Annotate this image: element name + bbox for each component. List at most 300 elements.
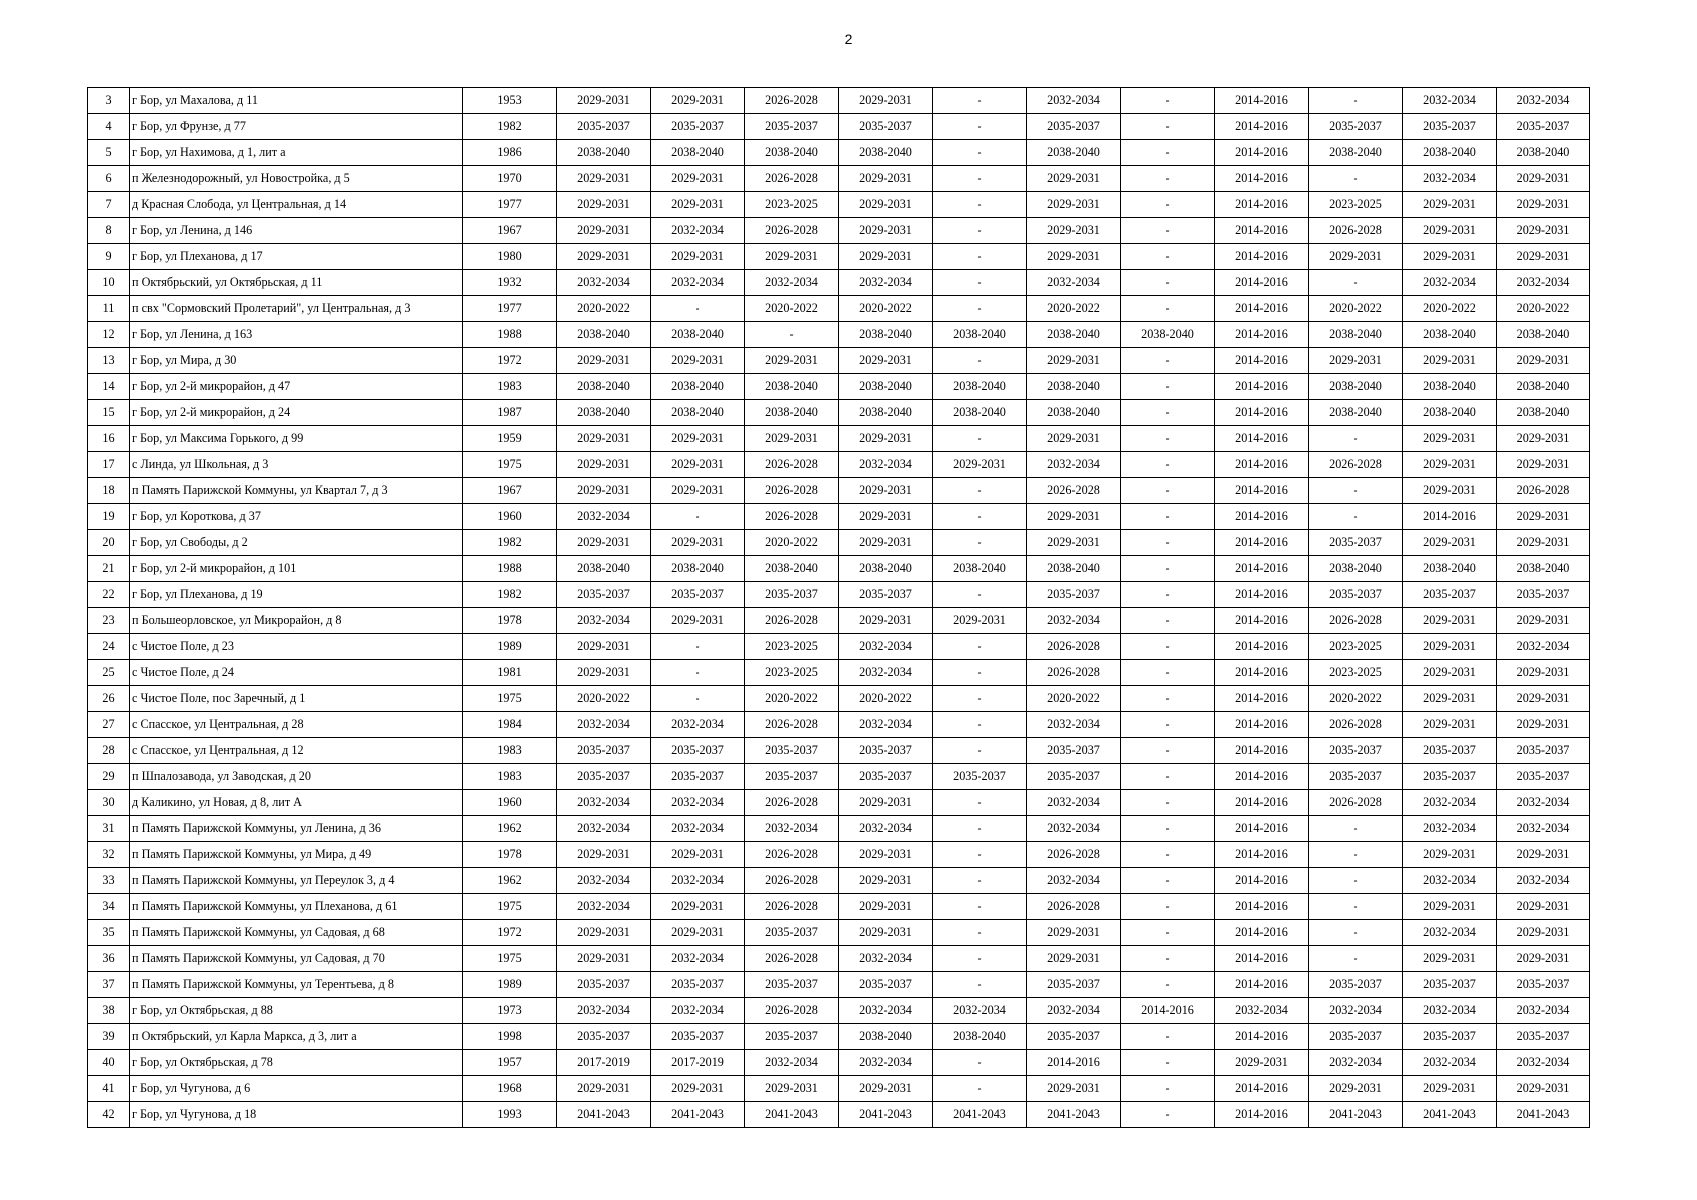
period-cell: - — [1121, 296, 1215, 322]
period-cell: 2014-2016 — [1215, 738, 1309, 764]
period-cell: 2038-2040 — [933, 374, 1027, 400]
year-cell: 1983 — [463, 374, 557, 400]
period-cell: 2038-2040 — [1027, 400, 1121, 426]
table-row — [88, 582, 1590, 608]
period-cell: 2041-2043 — [933, 1102, 1027, 1128]
period-cell: 2029-2031 — [1403, 218, 1497, 244]
period-cell: - — [1121, 114, 1215, 140]
period-cell: 2038-2040 — [1497, 322, 1590, 348]
period-cell: 2029-2031 — [1497, 946, 1590, 972]
period-cell: 2029-2031 — [557, 166, 651, 192]
period-cell: 2029-2031 — [839, 88, 933, 114]
period-cell: 2032-2034 — [1497, 868, 1590, 894]
period-cell: 2014-2016 — [1215, 608, 1309, 634]
period-cell: 2032-2034 — [1497, 634, 1590, 660]
row-number-cell: 18 — [88, 478, 130, 504]
table-row — [88, 400, 1590, 426]
period-cell: 2038-2040 — [933, 556, 1027, 582]
period-cell: 2014-2016 — [1215, 348, 1309, 374]
period-cell: 2032-2034 — [1497, 1050, 1590, 1076]
period-cell: 2029-2031 — [651, 1076, 745, 1102]
period-cell: 2029-2031 — [1403, 712, 1497, 738]
year-cell: 1959 — [463, 426, 557, 452]
period-cell: - — [1121, 842, 1215, 868]
period-cell: 2038-2040 — [1497, 374, 1590, 400]
period-cell: 2026-2028 — [745, 790, 839, 816]
period-cell: 2032-2034 — [839, 660, 933, 686]
period-cell: 2014-2016 — [1215, 166, 1309, 192]
period-cell: 2038-2040 — [933, 322, 1027, 348]
row-number-cell: 22 — [88, 582, 130, 608]
period-cell: 2029-2031 — [557, 660, 651, 686]
period-cell: - — [933, 868, 1027, 894]
period-cell: 2032-2034 — [1309, 998, 1403, 1024]
period-cell: 2014-2016 — [1215, 322, 1309, 348]
period-cell: 2020-2022 — [557, 296, 651, 322]
address-cell: с Спасское, ул Центральная, д 28 — [130, 712, 463, 738]
year-cell: 1983 — [463, 738, 557, 764]
period-cell: - — [933, 140, 1027, 166]
period-cell: 2026-2028 — [745, 608, 839, 634]
period-cell: - — [1309, 816, 1403, 842]
period-cell: 2032-2034 — [1309, 1050, 1403, 1076]
period-cell: 2029-2031 — [839, 218, 933, 244]
period-cell: 2020-2022 — [839, 296, 933, 322]
year-cell: 1993 — [463, 1102, 557, 1128]
period-cell: 2035-2037 — [1027, 738, 1121, 764]
period-cell: - — [933, 582, 1027, 608]
period-cell: 2029-2031 — [1027, 920, 1121, 946]
period-cell: 2035-2037 — [1403, 114, 1497, 140]
period-cell: 2038-2040 — [839, 322, 933, 348]
year-cell: 1989 — [463, 972, 557, 998]
table-row — [88, 504, 1590, 530]
period-cell: 2035-2037 — [745, 738, 839, 764]
period-cell: - — [933, 686, 1027, 712]
year-cell: 1998 — [463, 1024, 557, 1050]
period-cell: - — [1121, 556, 1215, 582]
period-cell: 2038-2040 — [557, 140, 651, 166]
period-cell: 2029-2031 — [557, 478, 651, 504]
period-cell: 2014-2016 — [1215, 764, 1309, 790]
period-cell: 2014-2016 — [1215, 634, 1309, 660]
period-cell: 2029-2031 — [651, 530, 745, 556]
period-cell: 2029-2031 — [1403, 530, 1497, 556]
period-cell: 2032-2034 — [557, 504, 651, 530]
address-cell: п Память Парижской Коммуны, ул Мира, д 49 — [130, 842, 463, 868]
year-cell: 1967 — [463, 478, 557, 504]
period-cell: 2029-2031 — [1497, 894, 1590, 920]
period-cell: 2035-2037 — [1309, 582, 1403, 608]
row-number-cell: 26 — [88, 686, 130, 712]
period-cell: 2014-2016 — [1215, 244, 1309, 270]
period-cell: - — [1121, 244, 1215, 270]
period-cell: - — [1121, 868, 1215, 894]
period-cell: - — [651, 634, 745, 660]
period-cell: 2026-2028 — [1497, 478, 1590, 504]
period-cell: 2032-2034 — [1215, 998, 1309, 1024]
period-cell: 2026-2028 — [745, 946, 839, 972]
period-cell: 2035-2037 — [557, 114, 651, 140]
period-cell: 2032-2034 — [557, 998, 651, 1024]
period-cell: - — [1121, 686, 1215, 712]
period-cell: 2032-2034 — [745, 270, 839, 296]
period-cell: - — [933, 894, 1027, 920]
period-cell: 2029-2031 — [1497, 218, 1590, 244]
row-number-cell: 29 — [88, 764, 130, 790]
period-cell: 2026-2028 — [1309, 712, 1403, 738]
period-cell: - — [1121, 452, 1215, 478]
period-cell: 2029-2031 — [839, 868, 933, 894]
row-number-cell: 42 — [88, 1102, 130, 1128]
row-number-cell: 38 — [88, 998, 130, 1024]
period-cell: 2029-2031 — [1309, 1076, 1403, 1102]
period-cell: 2038-2040 — [1403, 140, 1497, 166]
period-cell: 2029-2031 — [1497, 192, 1590, 218]
period-cell: 2032-2034 — [1027, 270, 1121, 296]
table-row — [88, 764, 1590, 790]
period-cell: 2029-2031 — [1403, 426, 1497, 452]
period-cell: - — [1121, 738, 1215, 764]
period-cell: 2035-2037 — [933, 764, 1027, 790]
period-cell: 2026-2028 — [745, 478, 839, 504]
period-cell: - — [1121, 816, 1215, 842]
table-row — [88, 530, 1590, 556]
period-cell: 2041-2043 — [651, 1102, 745, 1128]
row-number-cell: 37 — [88, 972, 130, 998]
period-cell: 2029-2031 — [1497, 1076, 1590, 1102]
address-cell: п Память Парижской Коммуны, ул Садовая, д 68 — [130, 920, 463, 946]
year-cell: 1975 — [463, 686, 557, 712]
period-cell: 2029-2031 — [1497, 426, 1590, 452]
period-cell: - — [933, 738, 1027, 764]
period-cell: 2035-2037 — [1027, 972, 1121, 998]
period-cell: 2029-2031 — [1403, 634, 1497, 660]
period-cell: - — [1121, 608, 1215, 634]
period-cell: 2032-2034 — [557, 790, 651, 816]
period-cell: 2020-2022 — [1309, 296, 1403, 322]
address-cell: с Спасское, ул Центральная, д 12 — [130, 738, 463, 764]
period-cell: 2038-2040 — [1309, 374, 1403, 400]
year-cell: 1953 — [463, 88, 557, 114]
period-cell: - — [933, 426, 1027, 452]
period-cell: 2032-2034 — [839, 1050, 933, 1076]
row-number-cell: 21 — [88, 556, 130, 582]
period-cell: 2032-2034 — [1497, 816, 1590, 842]
period-cell: 2038-2040 — [651, 374, 745, 400]
period-cell: 2032-2034 — [839, 816, 933, 842]
period-cell: 2029-2031 — [1497, 842, 1590, 868]
year-cell: 1960 — [463, 790, 557, 816]
period-cell: 2023-2025 — [745, 192, 839, 218]
row-number-cell: 4 — [88, 114, 130, 140]
period-cell: 2026-2028 — [1027, 660, 1121, 686]
period-cell: 2029-2031 — [1027, 426, 1121, 452]
period-cell: - — [1121, 946, 1215, 972]
table-row — [88, 140, 1590, 166]
period-cell: 2032-2034 — [1027, 608, 1121, 634]
period-cell: 2029-2031 — [651, 842, 745, 868]
row-number-cell: 16 — [88, 426, 130, 452]
period-cell: 2029-2031 — [1027, 946, 1121, 972]
period-cell: 2035-2037 — [839, 972, 933, 998]
row-number-cell: 3 — [88, 88, 130, 114]
period-cell: 2038-2040 — [839, 400, 933, 426]
period-cell: 2029-2031 — [1309, 348, 1403, 374]
period-cell: 2026-2028 — [745, 88, 839, 114]
period-cell: 2035-2037 — [1309, 530, 1403, 556]
period-cell: - — [1121, 1076, 1215, 1102]
period-cell: 2035-2037 — [745, 1024, 839, 1050]
period-cell: 2029-2031 — [1497, 660, 1590, 686]
year-cell: 1986 — [463, 140, 557, 166]
period-cell: 2014-2016 — [1215, 452, 1309, 478]
year-cell: 1988 — [463, 556, 557, 582]
period-cell: 2023-2025 — [1309, 192, 1403, 218]
period-cell: - — [933, 816, 1027, 842]
year-cell: 1982 — [463, 114, 557, 140]
period-cell: 2014-2016 — [1027, 1050, 1121, 1076]
period-cell: 2020-2022 — [1497, 296, 1590, 322]
period-cell: 2029-2031 — [839, 842, 933, 868]
period-cell: 2029-2031 — [1403, 842, 1497, 868]
period-cell: 2017-2019 — [651, 1050, 745, 1076]
address-cell: п Октябрьский, ул Карла Маркса, д 3, лит а — [130, 1024, 463, 1050]
period-cell: 2038-2040 — [1403, 322, 1497, 348]
row-number-cell: 6 — [88, 166, 130, 192]
year-cell: 1967 — [463, 218, 557, 244]
address-cell: п Железнодорожный, ул Новостройка, д 5 — [130, 166, 463, 192]
period-cell: - — [1121, 478, 1215, 504]
period-cell: 2029-2031 — [651, 452, 745, 478]
period-cell: 2041-2043 — [839, 1102, 933, 1128]
period-cell: 2026-2028 — [745, 712, 839, 738]
row-number-cell: 8 — [88, 218, 130, 244]
table-row — [88, 712, 1590, 738]
year-cell: 1973 — [463, 998, 557, 1024]
table-row — [88, 218, 1590, 244]
period-cell: 2029-2031 — [557, 218, 651, 244]
row-number-cell: 17 — [88, 452, 130, 478]
period-cell: 2032-2034 — [1497, 270, 1590, 296]
period-cell: - — [1121, 400, 1215, 426]
table-row — [88, 114, 1590, 140]
row-number-cell: 28 — [88, 738, 130, 764]
period-cell: 2020-2022 — [745, 686, 839, 712]
period-cell: 2035-2037 — [839, 764, 933, 790]
year-cell: 1972 — [463, 348, 557, 374]
period-cell: 2038-2040 — [933, 1024, 1027, 1050]
table-row — [88, 842, 1590, 868]
period-cell: 2032-2034 — [1403, 816, 1497, 842]
period-cell: 2026-2028 — [1309, 608, 1403, 634]
period-cell: 2038-2040 — [1497, 140, 1590, 166]
period-cell: 2026-2028 — [745, 868, 839, 894]
period-cell: 2032-2034 — [745, 816, 839, 842]
row-number-cell: 40 — [88, 1050, 130, 1076]
period-cell: 2032-2034 — [651, 270, 745, 296]
period-cell: - — [1309, 920, 1403, 946]
year-cell: 1977 — [463, 192, 557, 218]
repair-schedule-table — [87, 87, 1590, 1128]
year-cell: 1975 — [463, 946, 557, 972]
period-cell: 2023-2025 — [745, 660, 839, 686]
period-cell: - — [1121, 634, 1215, 660]
period-cell: 2029-2031 — [1497, 166, 1590, 192]
period-cell: - — [1309, 842, 1403, 868]
period-cell: 2029-2031 — [1497, 348, 1590, 374]
period-cell: 2029-2031 — [839, 504, 933, 530]
period-cell: - — [933, 1050, 1027, 1076]
row-number-cell: 12 — [88, 322, 130, 348]
period-cell: 2014-2016 — [1215, 218, 1309, 244]
period-cell: 2029-2031 — [651, 244, 745, 270]
address-cell: г Бор, ул Плеханова, д 19 — [130, 582, 463, 608]
period-cell: 2032-2034 — [1497, 790, 1590, 816]
period-cell: 2014-2016 — [1215, 114, 1309, 140]
year-cell: 1981 — [463, 660, 557, 686]
period-cell: 2029-2031 — [839, 244, 933, 270]
period-cell: 2041-2043 — [1403, 1102, 1497, 1128]
period-cell: - — [933, 634, 1027, 660]
period-cell: 2014-2016 — [1215, 426, 1309, 452]
period-cell: 2029-2031 — [1403, 348, 1497, 374]
period-cell: 2032-2034 — [1497, 998, 1590, 1024]
period-cell: - — [1121, 88, 1215, 114]
period-cell: 2029-2031 — [839, 348, 933, 374]
period-cell: 2038-2040 — [1309, 400, 1403, 426]
row-number-cell: 34 — [88, 894, 130, 920]
year-cell: 1962 — [463, 816, 557, 842]
period-cell: - — [933, 530, 1027, 556]
period-cell: 2014-2016 — [1121, 998, 1215, 1024]
period-cell: - — [1121, 1102, 1215, 1128]
period-cell: 2014-2016 — [1215, 296, 1309, 322]
period-cell: 2029-2031 — [1027, 504, 1121, 530]
period-cell: 2029-2031 — [651, 608, 745, 634]
period-cell: 2029-2031 — [1403, 478, 1497, 504]
year-cell: 1977 — [463, 296, 557, 322]
period-cell: 2029-2031 — [839, 920, 933, 946]
period-cell: 2029-2031 — [839, 192, 933, 218]
period-cell: 2032-2034 — [557, 608, 651, 634]
period-cell: - — [933, 712, 1027, 738]
table-row — [88, 374, 1590, 400]
period-cell: 2032-2034 — [1403, 1050, 1497, 1076]
address-cell: г Бор, ул Махалова, д 11 — [130, 88, 463, 114]
address-cell: г Бор, ул Нахимова, д 1, лит а — [130, 140, 463, 166]
row-number-cell: 32 — [88, 842, 130, 868]
period-cell: 2035-2037 — [557, 1024, 651, 1050]
row-number-cell: 11 — [88, 296, 130, 322]
period-cell: 2026-2028 — [745, 894, 839, 920]
address-cell: п Память Парижской Коммуны, ул Квартал 7, д 3 — [130, 478, 463, 504]
table-row — [88, 426, 1590, 452]
address-cell: п Память Парижской Коммуны, ул Садовая, д 70 — [130, 946, 463, 972]
period-cell: 2038-2040 — [745, 556, 839, 582]
table-row — [88, 244, 1590, 270]
address-cell: с Чистое Поле, пос Заречный, д 1 — [130, 686, 463, 712]
table-row — [88, 88, 1590, 114]
period-cell: 2029-2031 — [1027, 244, 1121, 270]
period-cell: 2032-2034 — [1027, 868, 1121, 894]
period-cell: 2032-2034 — [557, 712, 651, 738]
period-cell: 2032-2034 — [839, 270, 933, 296]
period-cell: 2029-2031 — [557, 192, 651, 218]
page-number: 2 — [844, 31, 853, 47]
period-cell: 2035-2037 — [557, 972, 651, 998]
period-cell: 2035-2037 — [1403, 582, 1497, 608]
row-number-cell: 31 — [88, 816, 130, 842]
table-row — [88, 946, 1590, 972]
row-number-cell: 20 — [88, 530, 130, 556]
period-cell: 2029-2031 — [557, 842, 651, 868]
table-row — [88, 1076, 1590, 1102]
period-cell: 2014-2016 — [1215, 842, 1309, 868]
address-cell: г Бор, ул Октябрьская, д 78 — [130, 1050, 463, 1076]
period-cell: 2029-2031 — [1497, 244, 1590, 270]
period-cell: 2038-2040 — [557, 374, 651, 400]
period-cell: 2038-2040 — [651, 322, 745, 348]
period-cell: 2038-2040 — [1309, 322, 1403, 348]
period-cell: 2026-2028 — [745, 842, 839, 868]
period-cell: 2029-2031 — [1403, 660, 1497, 686]
period-cell: 2035-2037 — [745, 972, 839, 998]
period-cell: 2035-2037 — [557, 582, 651, 608]
period-cell: 2032-2034 — [1027, 88, 1121, 114]
period-cell: 2035-2037 — [1309, 1024, 1403, 1050]
period-cell: 2026-2028 — [745, 218, 839, 244]
period-cell: - — [1121, 712, 1215, 738]
period-cell: 2035-2037 — [557, 738, 651, 764]
period-cell: 2014-2016 — [1215, 504, 1309, 530]
address-cell: г Бор, ул 2-й микрорайон, д 101 — [130, 556, 463, 582]
table-row — [88, 556, 1590, 582]
row-number-cell: 9 — [88, 244, 130, 270]
period-cell: 2014-2016 — [1215, 140, 1309, 166]
year-cell: 1980 — [463, 244, 557, 270]
period-cell: 2029-2031 — [1027, 218, 1121, 244]
year-cell: 1988 — [463, 322, 557, 348]
period-cell: - — [933, 478, 1027, 504]
row-number-cell: 19 — [88, 504, 130, 530]
period-cell: 2035-2037 — [1497, 582, 1590, 608]
period-cell: 2038-2040 — [1121, 322, 1215, 348]
period-cell: 2038-2040 — [745, 374, 839, 400]
year-cell: 1983 — [463, 764, 557, 790]
period-cell: 2020-2022 — [1403, 296, 1497, 322]
period-cell: 2038-2040 — [839, 140, 933, 166]
period-cell: 2029-2031 — [745, 426, 839, 452]
period-cell: 2038-2040 — [1027, 140, 1121, 166]
period-cell: 2029-2031 — [557, 426, 651, 452]
period-cell: 2029-2031 — [1497, 712, 1590, 738]
address-cell: п Октябрьский, ул Октябрьская, д 11 — [130, 270, 463, 296]
period-cell: 2035-2037 — [651, 1024, 745, 1050]
period-cell: - — [933, 660, 1027, 686]
address-cell: с Линда, ул Школьная, д 3 — [130, 452, 463, 478]
year-cell: 1978 — [463, 842, 557, 868]
row-number-cell: 14 — [88, 374, 130, 400]
period-cell: 2014-2016 — [1215, 946, 1309, 972]
period-cell: 2020-2022 — [1027, 296, 1121, 322]
period-cell: 2020-2022 — [1309, 686, 1403, 712]
period-cell: - — [1309, 504, 1403, 530]
address-cell: г Бор, ул Октябрьская, д 88 — [130, 998, 463, 1024]
period-cell: - — [1309, 166, 1403, 192]
row-number-cell: 33 — [88, 868, 130, 894]
period-cell: 2020-2022 — [557, 686, 651, 712]
